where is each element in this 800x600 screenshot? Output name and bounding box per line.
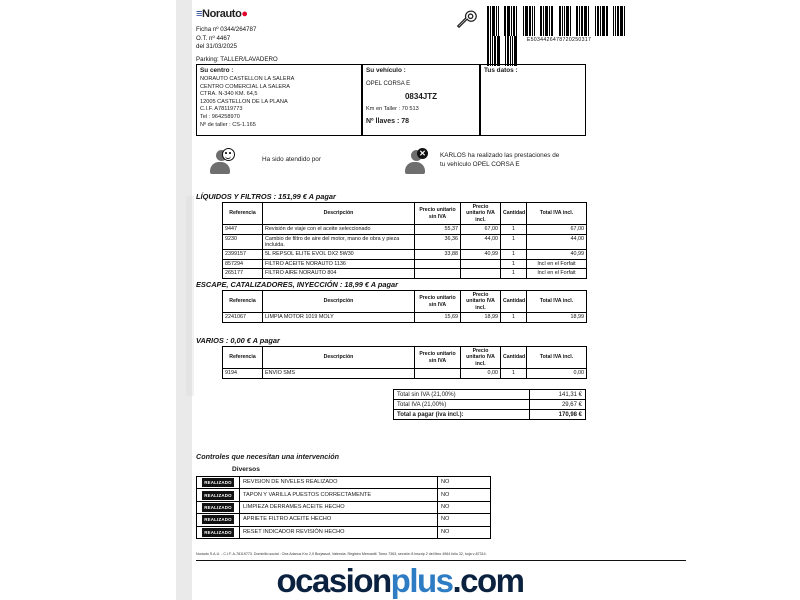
center-line: 12005 CASTELLON DE LA PLANA [200,98,288,105]
cell-precio-iva: 0,00 [461,369,501,378]
table-header-row [223,291,587,313]
customer-box-title: Tus datos : [484,67,518,74]
cell-total: Incl en el Forfait [527,269,587,278]
center-line: C.I.F. A78119773 [200,106,243,113]
control-label: TAPON Y VARILLA PUESTOS CORRECTAMENTE [240,489,438,501]
wrench-icon [455,8,477,30]
x-circle-icon: ✕ [417,148,428,159]
cell-cantidad: 1 [501,369,527,378]
cell-precio-iva: 40,99 [461,250,501,259]
vehicle-model: OPEL CORSA E [366,81,411,87]
vehicle-plate: 0834JTZ [404,92,438,101]
footer-divider [196,560,686,561]
control-value: NO [438,489,491,501]
control-badge-cell [197,477,240,489]
col-descripcion: Descripción [263,291,415,313]
barcode [487,6,629,36]
cell-referencia: 9194 [223,369,263,378]
controls-group-label: Diversos [232,466,260,473]
control-badge-cell [197,489,240,501]
cell-total: 44,00 [527,234,587,250]
cell-descripcion: ENVIO SMS [263,369,415,378]
control-badge-cell [197,514,240,526]
col-referencia: Referencia [223,347,263,369]
cell-total: 18,99 [527,313,587,322]
controls-title: Controles que necesitan una intervención [196,452,339,461]
cell-total: 0,00 [527,369,587,378]
table-header-row [223,203,587,225]
cell-precio-sin-iva [415,369,461,378]
control-row [197,526,491,538]
ot-number: O.T. nº 4467 [196,34,231,42]
col-precio-iva: Precio unitario IVA incl. [461,291,501,313]
table-row [223,225,587,234]
realizado-badge: REALIZADO [204,504,232,510]
attended-right-line2: tu vehículo OPEL CORSA E [440,161,520,168]
vehicle-box-title: Su vehículo : [366,67,406,74]
cell-descripcion: Revisión de viaje con el aceite seleccionado [263,225,415,234]
table-liquidos [222,202,587,279]
col-referencia: Referencia [223,291,263,313]
table-escape [222,290,587,323]
col-total: Total IVA incl. [527,347,587,369]
col-precio-sin-iva: Precio unitario sin IVA [415,203,461,225]
cell-descripcion: FILTRO AIRE NORAUTO 804 [263,269,415,278]
total-value: 170,98 € [529,410,585,420]
cell-cantidad: 1 [501,259,527,268]
total-row-final [394,410,586,420]
col-referencia: Referencia [223,203,263,225]
section-title-escape: ESCAPE, CATALIZADORES, INYECCIÓN : 18,99 € A pagar [196,280,399,289]
control-label: APRIETE FILTRO ACEITE HECHO [240,514,438,526]
attended-right-label [440,151,640,169]
total-label: Total a pagar (iva incl.): [394,410,530,420]
control-row [197,477,491,489]
cell-descripcion: Cambio de filtro de aire del motor, mano de obra y pieza incluida. [263,234,415,250]
control-value: NO [438,526,491,538]
section-title-liquidos: LÍQUIDOS Y FILTROS : 151,99 € A pagar [196,192,336,201]
logo-part-tld: .com [452,562,524,599]
ficha-number: Ficha nº 0344/264787 [196,26,257,33]
realizado-badge: REALIZADO [204,529,232,535]
center-box [196,64,362,136]
document-meta [196,26,256,52]
norauto-logo-text: Norauto [202,8,242,20]
table-header-row [223,347,587,369]
cell-cantidad: 1 [501,250,527,259]
control-value: NO [438,514,491,526]
cell-precio-iva [461,259,501,268]
controls-table [196,476,491,539]
table-row [223,369,587,378]
cell-precio-sin-iva: 36,36 [415,234,461,250]
cell-descripcion: LIMPIA MOTOR 1019 MOLY [263,313,415,322]
scan-smudge [186,196,194,396]
cell-referencia: 9447 [223,225,263,234]
cell-total: 40,99 [527,250,587,259]
vehicle-keys: Nº llaves : 78 [366,118,410,125]
table-row [223,259,587,268]
center-box-title: Su centro : [200,67,234,74]
person-icon [405,150,427,176]
cell-precio-sin-iva: 55,37 [415,225,461,234]
center-line: CENTRO COMERCIAL LA SALERA [200,83,290,90]
cell-cantidad: 1 [501,313,527,322]
control-label: RESET INDICADOR REVISIÓN HECHO [240,526,438,538]
total-row [394,390,586,400]
cell-referencia: 857294 [223,259,263,268]
logo-part-plus: plus [390,562,453,599]
control-label: LIMPIEZA DERRAMES ACEITE HECHO [240,501,438,513]
cell-cantidad: 1 [501,234,527,250]
section-title-varios: VARIOS : 0,00 € A pagar [196,336,280,345]
attended-right-line1: KARLOS ha realizado las prestaciones de [440,152,560,159]
cell-precio-iva: 18,99 [461,313,501,322]
barcode-number: E5034426478720250317 [526,37,592,43]
cell-precio-iva [461,269,501,278]
col-precio-sin-iva: Precio unitario sin IVA [415,291,461,313]
col-total: Total IVA incl. [527,291,587,313]
norauto-logo: ≡Norauto● [196,8,248,20]
table-row [223,269,587,278]
logo-part-ocasion: ocasion [276,562,391,599]
cell-cantidad: 1 [501,269,527,278]
center-line: NORAUTO CASTELLON LA SALERA [200,76,295,82]
center-line: Nº de taller : CS-1.165 [200,121,256,128]
control-badge-cell [197,526,240,538]
total-label: Total IVA (21,00%) [394,400,530,410]
total-row [394,400,586,410]
cell-referencia: 2241067 [223,313,263,322]
realizado-badge: REALIZADO [204,492,232,498]
table-row [223,250,587,259]
vehicle-box [362,64,480,136]
col-cantidad: Cantidad [501,203,527,225]
cell-descripcion: FILTRO ACEITE NORAUTO 1136 [263,259,415,268]
realizado-badge: REALIZADO [204,480,232,486]
cell-precio-sin-iva: 33,88 [415,250,461,259]
cell-precio-iva: 67,00 [461,225,501,234]
cell-cantidad: 1 [501,225,527,234]
center-line: Tel : 964258970 [200,113,240,120]
cell-total: 67,00 [527,225,587,234]
col-cantidad: Cantidad [501,347,527,369]
person-icon [210,150,232,176]
control-value: NO [438,477,491,489]
total-value: 29,67 € [529,400,585,410]
total-label: Total sin IVA (21,00%) [394,390,530,400]
table-row [223,313,587,322]
document-date: del 31/03/2025 [196,43,237,50]
cell-precio-sin-iva [415,269,461,278]
vehicle-km: Km en Taller : 70 513 [366,106,419,112]
control-row [197,489,491,501]
control-label: REVISION DE NIVELES REALIZADO [240,477,438,489]
customer-box [480,64,586,136]
center-line: CTRA. N-340 KM. 64,5 [200,91,258,98]
col-precio-iva: Precio unitario IVA incl. [461,203,501,225]
attended-left-label: Ha sido atendido por [262,156,321,163]
col-precio-sin-iva: Precio unitario sin IVA [415,347,461,369]
cell-precio-sin-iva [415,259,461,268]
col-descripcion: Descripción [263,203,415,225]
cell-referencia: 2399157 [223,250,263,259]
col-cantidad: Cantidad [501,291,527,313]
parking-label: Parking: TALLER/LAVADERO [196,56,278,63]
attended-section [200,145,620,185]
cell-referencia: 9230 [223,234,263,250]
table-row [223,234,587,250]
realizado-badge: REALIZADO [204,517,232,523]
ocasionplus-logo [0,562,800,600]
cell-precio-sin-iva: 15,69 [415,313,461,322]
control-value: NO [438,501,491,513]
totals-table [393,389,586,420]
control-row [197,514,491,526]
cell-descripcion: 5L REPSOL ELITE EVOL DX2 5W30 [263,250,415,259]
cell-total: Incl en el Forfait [527,259,587,268]
col-descripcion: Descripción [263,347,415,369]
cell-precio-iva: 44,00 [461,234,501,250]
total-value: 141,31 € [529,390,585,400]
info-boxes [196,64,586,136]
legal-text: Norauto S.A.U. - C.I.F. A-78119773. Domicilio social : Ctra Adanuz Kro 2,9 Burjassot, Valencia. Registro Mercantil. Tomo 7363, sección 8 inscrip 2 del libro 4964 folio 32, hoja v-87314. [196,552,487,556]
cell-referencia: 265177 [223,269,263,278]
col-total: Total IVA incl. [527,203,587,225]
col-precio-iva: Precio unitario IVA incl. [461,347,501,369]
smiley-face-icon [222,148,235,161]
control-badge-cell [197,501,240,513]
table-varios [222,346,587,379]
control-row [197,501,491,513]
